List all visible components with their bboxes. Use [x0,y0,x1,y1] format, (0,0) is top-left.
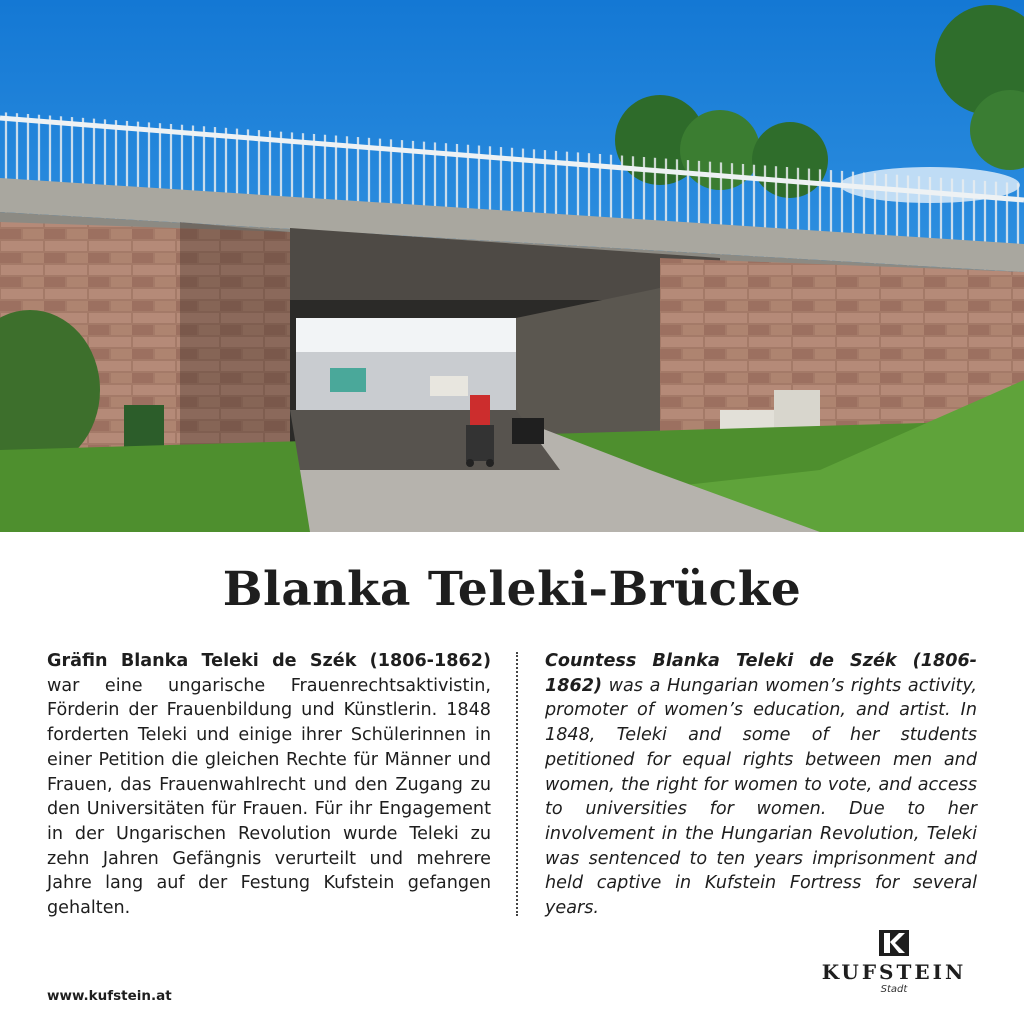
logo-wordmark: KUFSTEIN [821,960,967,984]
english-body: was a Hungarian women’s rights activity, promoter of women’s education, and artist. In 1848, Teleki and some of her students petitioned for equal rights between men and women, the right for women to vote, and access to universities for women. Due to her involvement in the Hungarian Revolution, Teleki was sentenced to ten years imprisonment and held captive in Kufstein Fortress for several years. [545,675,977,919]
logo-subtitle: Stadt [880,984,908,995]
page-title: Blanka Teleki-Brücke [222,562,802,617]
german-text-column [47,649,491,921]
english-heading: Countess Blanka Teleki de Szék (1806-1862) [545,651,977,696]
column-divider [516,652,518,916]
german-heading: Gräfin Blanka Teleki de Szék (1806-1862) [47,651,491,671]
kufstein-k-icon [879,930,909,956]
kufstein-logo [806,930,982,995]
english-text-column [545,649,977,921]
german-body: war eine ungarische Frauenrechtsaktivistin, Förderin der Frauenbildung und Künstlerin. 1848 forderten Teleki und einige ihrer Schülerinnen in einer Petition die gleichen Rechte für Männer und Frauen, das Frauenwahlrecht und den Zugang zu den Universitäten für Frauen. Für ihr Engagement in der Ungarischen Revolution wurde Teleki zu zehn Jahren Gefängnis verurteilt und mehrere Jahre lang auf der Festung Kufstein gefangen gehalten. [47,675,491,919]
website-link[interactable]: www.kufstein.at [47,988,172,1004]
